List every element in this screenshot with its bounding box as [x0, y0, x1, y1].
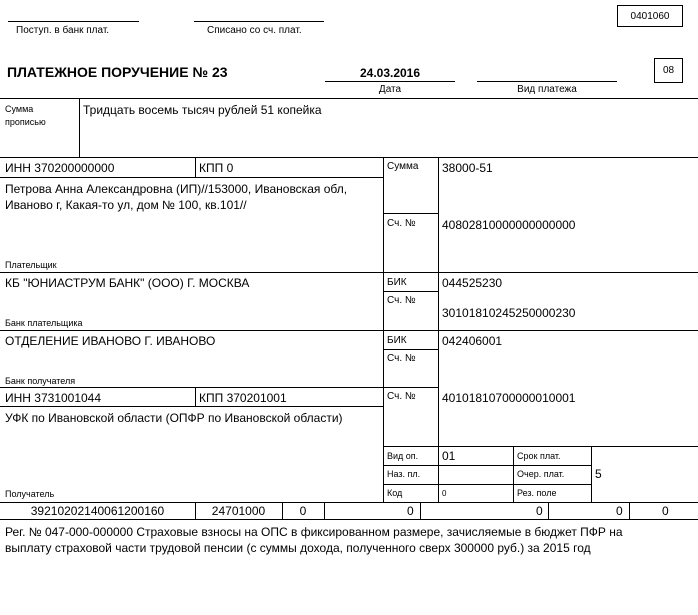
payer-inn: ИНН 370200000000 [5, 161, 115, 175]
received-date-line [8, 21, 139, 22]
payer-bank-bik-value: 044525230 [442, 276, 503, 290]
rule-8 [383, 484, 592, 485]
rule-10 [0, 519, 698, 520]
reserve-label: Рез. поле [517, 488, 557, 498]
debited-date-line [194, 21, 324, 22]
payee-bank-label: Банк получателя [5, 376, 76, 386]
rule-9 [0, 502, 698, 503]
amount-words-label-2: прописью [5, 117, 46, 127]
term-label: Срок плат. [517, 451, 561, 461]
op-type-label: Вид оп. [387, 451, 419, 461]
rule-2 [0, 157, 698, 158]
codes-divider-1 [513, 446, 514, 502]
payee-label: Получатель [5, 489, 55, 499]
rule-inn-bottom [0, 177, 383, 178]
payment-purpose-line-2: выплату страховой части трудовой пенсии (с суммы дохода, полученного сверх 300000 руб.) за 2015 год [5, 541, 591, 555]
inn2-kpp2-divider [195, 387, 196, 406]
amount-words-divider [79, 98, 80, 157]
tax-field-107: 0 [407, 504, 414, 518]
payee-kpp: КПП 370201001 [199, 391, 287, 405]
tax-divider-3 [324, 502, 325, 519]
rule-bik2-bottom [383, 349, 438, 350]
payer-bank-account-value: 30101810245250000230 [442, 306, 576, 320]
rule-sum-bottom [383, 213, 438, 214]
payer-bank-account-label: Сч. № [387, 295, 416, 306]
rule-inn2-bottom [0, 406, 383, 407]
tax-field-108: 0 [536, 504, 543, 518]
sum-label: Сумма [387, 161, 419, 172]
payment-type-line [477, 81, 617, 82]
form-code-box [617, 5, 683, 27]
rule-6 [383, 446, 698, 447]
payer-name-line-2: Иваново г, Какая-то ул, дом № 100, кв.101// [5, 198, 247, 212]
payee-account-value: 40101810700000010001 [442, 391, 576, 405]
rule-4 [0, 330, 698, 331]
queue-value: 5 [595, 467, 602, 481]
payer-bank-bik-label: БИК [387, 277, 407, 288]
tax-divider-4 [420, 502, 421, 519]
payer-name [5, 181, 381, 213]
payment-type-label: Вид платежа [517, 84, 577, 95]
purpose-code-label: Наз. пл. [387, 469, 421, 479]
queue-label: Очер. плат. [517, 469, 565, 479]
payer-account-value: 40802810000000000000 [442, 218, 576, 232]
tax-field-109: 0 [616, 504, 623, 518]
status-code-box [654, 58, 683, 83]
rule-bik1-bottom [383, 291, 438, 292]
payee-bank-bik-value: 042406001 [442, 334, 503, 348]
op-type-value: 01 [442, 449, 456, 463]
payment-purpose [5, 524, 695, 556]
tax-field-106: 0 [299, 504, 307, 518]
code-value: 0 [442, 489, 447, 498]
payee-bank-name: ОТДЕЛЕНИЕ ИВАНОВО Г. ИВАНОВО [5, 334, 216, 348]
payer-label: Плательщик [5, 260, 57, 270]
date-label: Дата [378, 84, 402, 95]
code-label: Код [387, 488, 403, 498]
tax-field-110: 0 [662, 504, 669, 518]
debited-label: Списано со сч. плат. [207, 25, 302, 36]
payer-bank-name: КБ "ЮНИАСТРУМ БАНК" (ООО) Г. МОСКВА [5, 276, 250, 290]
payee-bank-bik-label: БИК [387, 335, 407, 346]
tax-kbk: 39210202140061200160 [30, 504, 165, 518]
payer-name-line-1: Петрова Анна Александровна (ИП)//153000, Ивановская обл, [5, 182, 348, 196]
amount-words-value: Тридцать восемь тысяч рублей 51 копейка [83, 103, 322, 117]
rule-1 [0, 98, 698, 99]
form-code: 0401060 [630, 10, 670, 22]
payee-bank-account-label: Сч. № [387, 353, 416, 364]
inn-kpp-divider [195, 157, 196, 177]
payee-name: УФК по Ивановской области (ОПФР по Ивановской области) [5, 411, 343, 425]
tax-divider-5 [548, 502, 549, 519]
date-line [325, 81, 455, 82]
document-date: 24.03.2016 [359, 66, 421, 80]
payee-account-label: Сч. № [387, 391, 416, 402]
payer-bank-label: Банк плательщика [5, 318, 83, 328]
rule-3 [0, 272, 698, 273]
payment-purpose-line-1: Рег. № 047-000-000000 Страховые взносы на ОПС в фиксированном размере, зачисляемые в бюджет ПФР на [5, 525, 623, 539]
codes-divider-2 [591, 446, 592, 502]
tax-oktmo: 24701000 [211, 504, 266, 518]
payer-kpp: КПП 0 [199, 161, 234, 175]
document-title: ПЛАТЕЖНОЕ ПОРУЧЕНИЕ № 23 [7, 64, 228, 80]
payer-account-label: Сч. № [387, 218, 416, 229]
status-code: 08 [662, 65, 675, 76]
rule-5 [0, 387, 438, 388]
tax-divider-6 [629, 502, 630, 519]
payee-inn: ИНН 3731001044 [5, 391, 102, 405]
sum-value: 38000-51 [442, 161, 493, 175]
amount-words-label-1: Сумма [5, 104, 34, 114]
received-label: Поступ. в банк плат. [16, 25, 110, 36]
rule-7 [383, 465, 592, 466]
